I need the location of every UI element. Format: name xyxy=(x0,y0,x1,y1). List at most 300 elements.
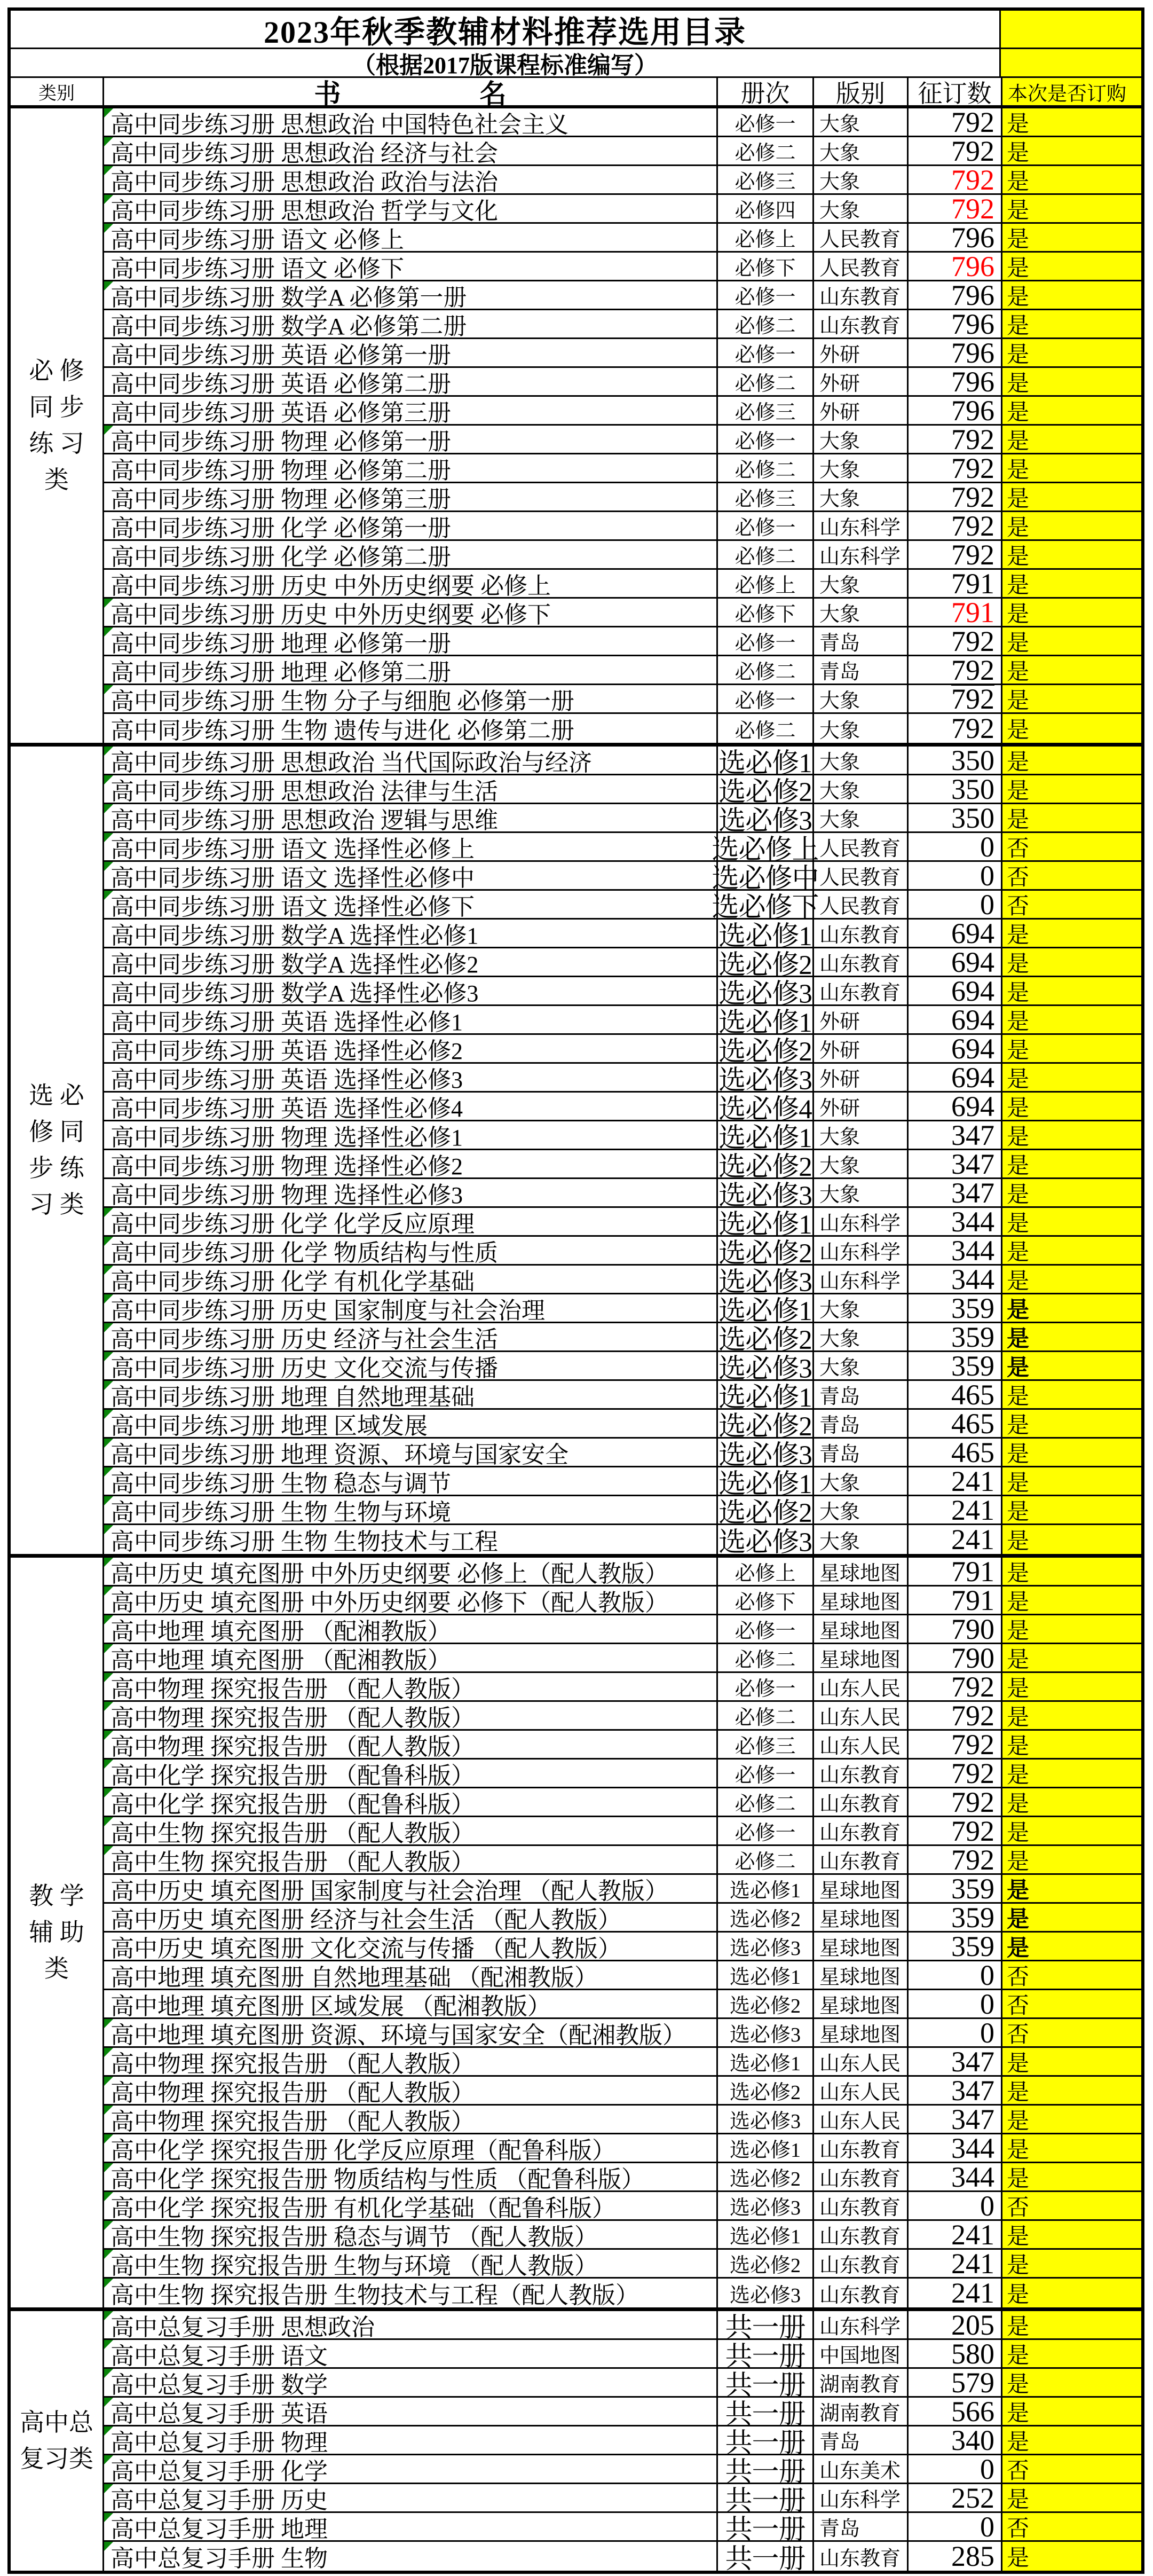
volume-cell[interactable]: 选必修3 xyxy=(718,977,814,1004)
quantity-cell[interactable]: 792 xyxy=(909,656,1002,684)
volume-cell[interactable]: 选必修1 xyxy=(718,1121,814,1149)
order-cell[interactable]: 是 xyxy=(1002,1933,1141,1960)
order-cell[interactable]: 是 xyxy=(1002,1093,1141,1120)
book-name-cell[interactable] xyxy=(104,1352,718,1379)
order-cell[interactable]: 是 xyxy=(1002,512,1141,539)
order-cell[interactable]: 是 xyxy=(1002,137,1141,164)
publisher-cell[interactable]: 星球地图 xyxy=(814,1990,909,2017)
book-name-cell[interactable] xyxy=(104,2163,718,2193)
order-cell[interactable]: 是 xyxy=(1002,1525,1141,1554)
book-name-cell[interactable] xyxy=(104,368,718,395)
order-cell[interactable]: 是 xyxy=(1002,541,1141,568)
volume-cell[interactable]: 选必修1 xyxy=(718,1208,814,1235)
publisher-cell[interactable]: 大象 xyxy=(814,1294,909,1322)
order-cell[interactable]: 是 xyxy=(1002,1237,1141,1264)
quantity-cell[interactable]: 796 xyxy=(909,253,1002,280)
book-name-cell[interactable] xyxy=(104,195,718,222)
volume-cell[interactable]: 选必修1 xyxy=(718,1006,814,1033)
order-cell[interactable]: 是 xyxy=(1002,1179,1141,1206)
order-cell[interactable]: 否 xyxy=(1002,1990,1141,2017)
order-cell[interactable]: 是 xyxy=(1002,2077,1141,2104)
header-category[interactable]: 类别 xyxy=(11,78,104,105)
volume-cell[interactable]: 必修三 xyxy=(718,166,814,193)
order-cell[interactable]: 是 xyxy=(1002,2106,1141,2133)
book-name-cell[interactable] xyxy=(104,1760,718,1787)
volume-cell[interactable]: 必修三 xyxy=(718,1731,814,1758)
volume-cell[interactable]: 必修一 xyxy=(718,426,814,453)
order-cell[interactable]: 是 xyxy=(1002,2250,1141,2277)
book-name-cell[interactable] xyxy=(104,2279,718,2307)
title-highlight-cell[interactable] xyxy=(1001,11,1141,48)
header-quantity[interactable]: 征订数 xyxy=(909,78,1002,105)
publisher-cell[interactable]: 山东教育 xyxy=(814,948,909,976)
quantity-cell[interactable]: 796 xyxy=(909,368,1002,395)
quantity-cell[interactable]: 694 xyxy=(909,1035,1002,1062)
order-cell[interactable]: 是 xyxy=(1002,1644,1141,1671)
order-cell[interactable]: 是 xyxy=(1002,1121,1141,1149)
publisher-cell[interactable]: 大象 xyxy=(814,1352,909,1379)
order-cell[interactable]: 是 xyxy=(1002,1558,1141,1585)
quantity-cell[interactable]: 465 xyxy=(909,1381,1002,1408)
volume-cell[interactable]: 选必修2 xyxy=(718,2250,814,2277)
order-cell[interactable]: 是 xyxy=(1002,253,1141,280)
publisher-cell[interactable]: 山东人民 xyxy=(814,2077,909,2104)
publisher-cell[interactable]: 山东教育 xyxy=(814,2279,909,2307)
quantity-cell[interactable]: 792 xyxy=(909,483,1002,511)
publisher-cell[interactable]: 大象 xyxy=(814,1179,909,1206)
volume-cell[interactable]: 必修一 xyxy=(718,1760,814,1787)
quantity-cell[interactable]: 241 xyxy=(909,2221,1002,2248)
book-name-cell[interactable] xyxy=(104,1558,718,1585)
order-cell[interactable]: 是 xyxy=(1002,166,1141,193)
volume-cell[interactable]: 必修二 xyxy=(718,1788,814,1816)
order-cell[interactable]: 是 xyxy=(1002,685,1141,712)
book-name-cell[interactable] xyxy=(104,862,718,889)
publisher-cell[interactable]: 山东教育 xyxy=(814,1760,909,1787)
volume-cell[interactable]: 选必修下 xyxy=(718,891,814,918)
quantity-cell[interactable]: 790 xyxy=(909,1644,1002,1671)
quantity-cell[interactable]: 694 xyxy=(909,1093,1002,1120)
quantity-cell[interactable]: 344 xyxy=(909,2163,1002,2190)
publisher-cell[interactable]: 大象 xyxy=(814,166,909,193)
order-cell[interactable]: 是 xyxy=(1002,310,1141,337)
volume-cell[interactable]: 选必修1 xyxy=(718,1294,814,1322)
volume-cell[interactable]: 共一册 xyxy=(718,2311,814,2338)
order-cell[interactable]: 否 xyxy=(1002,2513,1141,2540)
volume-cell[interactable]: 必修下 xyxy=(718,1587,814,1614)
header-volume[interactable]: 册次 xyxy=(718,78,814,105)
order-cell[interactable]: 是 xyxy=(1002,948,1141,976)
order-cell[interactable]: 是 xyxy=(1002,483,1141,511)
quantity-cell[interactable]: 792 xyxy=(909,1846,1002,1873)
order-cell[interactable]: 是 xyxy=(1002,368,1141,395)
volume-cell[interactable]: 选必修2 xyxy=(718,1904,814,1931)
book-name-cell[interactable] xyxy=(104,2426,718,2454)
quantity-cell[interactable]: 694 xyxy=(909,1006,1002,1033)
quantity-cell[interactable]: 792 xyxy=(909,195,1002,222)
volume-cell[interactable]: 选必修2 xyxy=(718,1410,814,1437)
quantity-cell[interactable]: 792 xyxy=(909,1673,1002,1700)
volume-cell[interactable]: 选必修3 xyxy=(718,2106,814,2133)
publisher-cell[interactable]: 山东教育 xyxy=(814,2250,909,2277)
volume-cell[interactable]: 选必修4 xyxy=(718,1093,814,1120)
order-cell[interactable]: 是 xyxy=(1002,108,1141,136)
order-cell[interactable]: 是 xyxy=(1002,1467,1141,1495)
publisher-cell[interactable]: 山东教育 xyxy=(814,977,909,1004)
publisher-cell[interactable]: 人民教育 xyxy=(814,253,909,280)
order-cell[interactable]: 是 xyxy=(1002,1381,1141,1408)
volume-cell[interactable]: 必修二 xyxy=(718,541,814,568)
publisher-cell[interactable]: 山东教育 xyxy=(814,1788,909,1816)
book-name-cell[interactable] xyxy=(104,1006,718,1033)
volume-cell[interactable]: 选必修3 xyxy=(718,1525,814,1554)
publisher-cell[interactable]: 人民教育 xyxy=(814,862,909,889)
volume-cell[interactable]: 必修一 xyxy=(718,281,814,309)
volume-cell[interactable]: 必修一 xyxy=(718,1615,814,1643)
order-cell[interactable]: 是 xyxy=(1002,2311,1141,2338)
volume-cell[interactable]: 共一册 xyxy=(718,2513,814,2540)
quantity-cell[interactable]: 792 xyxy=(909,627,1002,655)
quantity-cell[interactable]: 792 xyxy=(909,454,1002,482)
publisher-cell[interactable]: 星球地图 xyxy=(814,1961,909,1989)
publisher-cell[interactable]: 大象 xyxy=(814,1496,909,1523)
publisher-cell[interactable]: 中国地图 xyxy=(814,2340,909,2367)
publisher-cell[interactable]: 星球地图 xyxy=(814,1615,909,1643)
book-name-cell[interactable] xyxy=(104,920,718,947)
quantity-cell[interactable]: 0 xyxy=(909,1961,1002,1989)
quantity-cell[interactable]: 792 xyxy=(909,714,1002,743)
volume-cell[interactable]: 选必修3 xyxy=(718,1439,814,1466)
book-name-cell[interactable] xyxy=(104,1615,718,1643)
book-name-cell[interactable] xyxy=(104,137,718,167)
quantity-cell[interactable]: 796 xyxy=(909,397,1002,424)
book-name-cell[interactable] xyxy=(104,656,718,684)
book-name-cell[interactable] xyxy=(104,2340,718,2367)
publisher-cell[interactable]: 星球地图 xyxy=(814,1875,909,1902)
order-cell[interactable]: 是 xyxy=(1002,804,1141,831)
order-cell[interactable]: 是 xyxy=(1002,977,1141,1004)
volume-cell[interactable]: 必修二 xyxy=(718,1846,814,1873)
book-name-cell[interactable] xyxy=(104,685,718,712)
quantity-cell[interactable]: 792 xyxy=(909,1760,1002,1787)
book-name-cell[interactable] xyxy=(104,1644,718,1674)
volume-cell[interactable]: 选必修2 xyxy=(718,948,814,976)
quantity-cell[interactable]: 344 xyxy=(909,1208,1002,1235)
publisher-cell[interactable]: 大象 xyxy=(814,483,909,511)
book-name-cell[interactable] xyxy=(104,1875,718,1902)
order-cell[interactable]: 是 xyxy=(1002,1266,1141,1293)
book-name-cell[interactable] xyxy=(104,1323,718,1353)
publisher-cell[interactable]: 青岛 xyxy=(814,1381,909,1408)
publisher-cell[interactable]: 山东教育 xyxy=(814,1817,909,1844)
volume-cell[interactable]: 选必修1 xyxy=(718,2221,814,2248)
quantity-cell[interactable]: 347 xyxy=(909,2077,1002,2104)
volume-cell[interactable]: 选必修2 xyxy=(718,1150,814,1177)
order-cell[interactable]: 是 xyxy=(1002,1294,1141,1322)
book-name-cell[interactable] xyxy=(104,2250,718,2277)
order-cell[interactable]: 是 xyxy=(1002,1673,1141,1700)
quantity-cell[interactable]: 241 xyxy=(909,2279,1002,2307)
publisher-cell[interactable]: 大象 xyxy=(814,775,909,803)
order-cell[interactable]: 是 xyxy=(1002,2163,1141,2190)
order-cell[interactable]: 是 xyxy=(1002,1439,1141,1466)
order-cell[interactable]: 是 xyxy=(1002,599,1141,626)
quantity-cell[interactable]: 350 xyxy=(909,775,1002,803)
book-name-cell[interactable] xyxy=(104,166,718,193)
book-name-cell[interactable] xyxy=(104,2398,718,2425)
order-cell[interactable]: 是 xyxy=(1002,2369,1141,2396)
book-name-cell[interactable] xyxy=(104,253,718,280)
publisher-cell[interactable]: 山东教育 xyxy=(814,2542,909,2571)
header-book-name[interactable] xyxy=(104,78,718,109)
quantity-cell[interactable]: 0 xyxy=(909,833,1002,860)
publisher-cell[interactable]: 星球地图 xyxy=(814,1558,909,1585)
order-cell[interactable]: 是 xyxy=(1002,1702,1141,1729)
quantity-cell[interactable]: 359 xyxy=(909,1904,1002,1931)
book-name-cell[interactable] xyxy=(104,2134,718,2162)
order-cell[interactable]: 是 xyxy=(1002,2340,1141,2367)
book-name-cell[interactable] xyxy=(104,2048,718,2075)
book-name-cell[interactable] xyxy=(104,2106,718,2133)
volume-cell[interactable]: 共一册 xyxy=(718,2426,814,2454)
quantity-cell[interactable]: 285 xyxy=(909,2542,1002,2571)
book-name-cell[interactable] xyxy=(104,1587,718,1614)
quantity-cell[interactable]: 252 xyxy=(909,2484,1002,2511)
book-name-cell[interactable] xyxy=(104,1990,718,2020)
publisher-cell[interactable]: 青岛 xyxy=(814,1410,909,1437)
publisher-cell[interactable]: 山东科学 xyxy=(814,1266,909,1293)
publisher-cell[interactable]: 山东科学 xyxy=(814,2311,909,2338)
book-name-cell[interactable] xyxy=(104,1439,718,1466)
book-name-cell[interactable] xyxy=(104,2221,718,2248)
book-name-cell[interactable] xyxy=(104,627,718,655)
book-name-cell[interactable] xyxy=(104,833,718,860)
volume-cell[interactable]: 选必修2 xyxy=(718,775,814,803)
volume-cell[interactable]: 选必修2 xyxy=(718,1496,814,1523)
order-cell[interactable]: 是 xyxy=(1002,627,1141,655)
book-name-cell[interactable] xyxy=(104,1467,718,1495)
book-name-cell[interactable] xyxy=(104,948,718,976)
book-name-cell[interactable] xyxy=(104,281,718,309)
publisher-cell[interactable]: 大象 xyxy=(814,1121,909,1149)
quantity-cell[interactable]: 694 xyxy=(909,1064,1002,1091)
order-cell[interactable]: 是 xyxy=(1002,1006,1141,1033)
publisher-cell[interactable]: 外研 xyxy=(814,1093,909,1120)
book-name-cell[interactable] xyxy=(104,108,718,136)
order-cell[interactable]: 是 xyxy=(1002,775,1141,803)
quantity-cell[interactable]: 359 xyxy=(909,1352,1002,1379)
quantity-cell[interactable]: 0 xyxy=(909,1990,1002,2017)
order-cell[interactable]: 是 xyxy=(1002,195,1141,222)
quantity-cell[interactable]: 350 xyxy=(909,747,1002,774)
volume-cell[interactable]: 共一册 xyxy=(718,2398,814,2425)
quantity-cell[interactable]: 347 xyxy=(909,1179,1002,1206)
publisher-cell[interactable]: 大象 xyxy=(814,454,909,482)
publisher-cell[interactable]: 山东科学 xyxy=(814,1208,909,1235)
volume-cell[interactable]: 必修上 xyxy=(718,1558,814,1585)
quantity-cell[interactable]: 792 xyxy=(909,685,1002,712)
volume-cell[interactable]: 必修上 xyxy=(718,570,814,597)
book-name-cell[interactable] xyxy=(104,1846,718,1873)
publisher-cell[interactable]: 大象 xyxy=(814,108,909,136)
volume-cell[interactable]: 选必修2 xyxy=(718,1990,814,2017)
publisher-cell[interactable]: 外研 xyxy=(814,339,909,366)
publisher-cell[interactable]: 人民教育 xyxy=(814,891,909,918)
quantity-cell[interactable]: 205 xyxy=(909,2311,1002,2338)
book-name-cell[interactable] xyxy=(104,1817,718,1847)
publisher-cell[interactable]: 外研 xyxy=(814,1006,909,1033)
publisher-cell[interactable]: 外研 xyxy=(814,1064,909,1091)
volume-cell[interactable]: 必修一 xyxy=(718,512,814,539)
order-cell[interactable]: 是 xyxy=(1002,1410,1141,1437)
volume-cell[interactable]: 必修一 xyxy=(718,1673,814,1700)
volume-cell[interactable]: 共一册 xyxy=(718,2340,814,2367)
book-name-cell[interactable] xyxy=(104,397,718,424)
book-name-cell[interactable] xyxy=(104,1266,718,1293)
book-name-cell[interactable] xyxy=(104,2077,718,2104)
quantity-cell[interactable]: 465 xyxy=(909,1410,1002,1437)
volume-cell[interactable]: 选必修1 xyxy=(718,747,814,774)
book-name-cell[interactable] xyxy=(104,1179,718,1206)
volume-cell[interactable]: 选必修3 xyxy=(718,804,814,831)
order-cell[interactable]: 是 xyxy=(1002,1760,1141,1787)
category-cell[interactable] xyxy=(11,2311,104,2571)
quantity-cell[interactable]: 790 xyxy=(909,1615,1002,1643)
volume-cell[interactable]: 选必修1 xyxy=(718,2134,814,2162)
quantity-cell[interactable]: 694 xyxy=(909,920,1002,947)
volume-cell[interactable]: 选必修1 xyxy=(718,1381,814,1408)
book-name-cell[interactable] xyxy=(104,977,718,1007)
page-subtitle[interactable]: （根据2017版课程标准编写） xyxy=(11,49,1001,76)
page-title[interactable]: 2023年秋季教辅材料推荐选用目录 xyxy=(11,11,1001,48)
quantity-cell[interactable]: 347 xyxy=(909,2106,1002,2133)
quantity-cell[interactable]: 465 xyxy=(909,1439,1002,1466)
volume-cell[interactable]: 选必修2 xyxy=(718,1323,814,1350)
quantity-cell[interactable]: 0 xyxy=(909,2019,1002,2046)
volume-cell[interactable]: 必修上 xyxy=(718,224,814,251)
publisher-cell[interactable]: 星球地图 xyxy=(814,1587,909,1614)
header-edition[interactable]: 版别 xyxy=(814,78,909,105)
volume-cell[interactable]: 共一册 xyxy=(718,2542,814,2571)
quantity-cell[interactable]: 791 xyxy=(909,1587,1002,1614)
volume-cell[interactable]: 选必修1 xyxy=(718,920,814,947)
publisher-cell[interactable]: 人民教育 xyxy=(814,833,909,860)
order-cell[interactable]: 否 xyxy=(1002,833,1141,860)
book-name-cell[interactable] xyxy=(104,1150,718,1180)
order-cell[interactable]: 是 xyxy=(1002,2426,1141,2454)
order-cell[interactable]: 是 xyxy=(1002,1875,1141,1902)
book-name-cell[interactable] xyxy=(104,570,718,597)
volume-cell[interactable]: 选必修2 xyxy=(718,2163,814,2190)
book-name-cell[interactable] xyxy=(104,1208,718,1235)
volume-cell[interactable]: 选必修1 xyxy=(718,1961,814,1989)
publisher-cell[interactable]: 山东美术 xyxy=(814,2455,909,2483)
publisher-cell[interactable]: 大象 xyxy=(814,685,909,712)
publisher-cell[interactable]: 山东人民 xyxy=(814,1673,909,1700)
order-cell[interactable]: 是 xyxy=(1002,1496,1141,1523)
book-name-cell[interactable] xyxy=(104,483,718,511)
quantity-cell[interactable]: 359 xyxy=(909,1323,1002,1350)
quantity-cell[interactable]: 792 xyxy=(909,108,1002,136)
order-cell[interactable]: 是 xyxy=(1002,1323,1141,1350)
quantity-cell[interactable]: 241 xyxy=(909,2250,1002,2277)
publisher-cell[interactable]: 山东科学 xyxy=(814,1237,909,1264)
volume-cell[interactable]: 必修三 xyxy=(718,483,814,511)
book-name-cell[interactable] xyxy=(104,747,718,774)
order-cell[interactable]: 是 xyxy=(1002,1817,1141,1844)
volume-cell[interactable]: 必修一 xyxy=(718,1817,814,1844)
quantity-cell[interactable]: 579 xyxy=(909,2369,1002,2396)
book-name-cell[interactable] xyxy=(104,2455,718,2483)
quantity-cell[interactable]: 344 xyxy=(909,1266,1002,1293)
category-cell[interactable] xyxy=(11,1558,104,2307)
publisher-cell[interactable]: 大象 xyxy=(814,1150,909,1177)
quantity-cell[interactable]: 344 xyxy=(909,1237,1002,1264)
publisher-cell[interactable]: 大象 xyxy=(814,1467,909,1495)
publisher-cell[interactable]: 青岛 xyxy=(814,2426,909,2454)
volume-cell[interactable]: 必修一 xyxy=(718,108,814,136)
volume-cell[interactable]: 必修二 xyxy=(718,368,814,395)
publisher-cell[interactable]: 大象 xyxy=(814,1323,909,1350)
volume-cell[interactable]: 必修二 xyxy=(718,1702,814,1729)
order-cell[interactable]: 是 xyxy=(1002,1731,1141,1758)
publisher-cell[interactable]: 大象 xyxy=(814,426,909,453)
quantity-cell[interactable]: 0 xyxy=(909,2513,1002,2540)
book-name-cell[interactable] xyxy=(104,512,718,539)
quantity-cell[interactable]: 241 xyxy=(909,1525,1002,1554)
book-name-cell[interactable] xyxy=(104,1788,718,1816)
book-name-cell[interactable] xyxy=(104,599,718,626)
book-name-cell[interactable] xyxy=(104,2192,718,2219)
order-cell[interactable]: 是 xyxy=(1002,2398,1141,2425)
order-cell[interactable]: 否 xyxy=(1002,1961,1141,1989)
order-cell[interactable]: 是 xyxy=(1002,2048,1141,2075)
order-cell[interactable]: 是 xyxy=(1002,747,1141,774)
order-cell[interactable]: 是 xyxy=(1002,2542,1141,2571)
book-name-cell[interactable] xyxy=(104,1933,718,1960)
quantity-cell[interactable]: 0 xyxy=(909,862,1002,889)
quantity-cell[interactable]: 344 xyxy=(909,2134,1002,2162)
category-cell[interactable] xyxy=(11,747,104,1554)
book-name-cell[interactable] xyxy=(104,1904,718,1931)
order-cell[interactable]: 是 xyxy=(1002,1208,1141,1235)
quantity-cell[interactable]: 359 xyxy=(909,1875,1002,1902)
publisher-cell[interactable]: 大象 xyxy=(814,137,909,164)
book-name-cell[interactable] xyxy=(104,1961,718,1989)
order-cell[interactable]: 是 xyxy=(1002,570,1141,597)
book-name-cell[interactable] xyxy=(104,2542,718,2571)
quantity-cell[interactable]: 791 xyxy=(909,599,1002,626)
publisher-cell[interactable]: 青岛 xyxy=(814,656,909,684)
quantity-cell[interactable]: 0 xyxy=(909,2192,1002,2219)
volume-cell[interactable]: 选必修3 xyxy=(718,2019,814,2046)
order-cell[interactable]: 是 xyxy=(1002,2221,1141,2248)
quantity-cell[interactable]: 580 xyxy=(909,2340,1002,2367)
quantity-cell[interactable]: 791 xyxy=(909,570,1002,597)
quantity-cell[interactable]: 694 xyxy=(909,977,1002,1004)
quantity-cell[interactable]: 0 xyxy=(909,2455,1002,2483)
header-order[interactable]: 本次是否订购 xyxy=(1002,78,1141,105)
publisher-cell[interactable]: 青岛 xyxy=(814,1439,909,1466)
publisher-cell[interactable]: 湖南教育 xyxy=(814,2398,909,2425)
quantity-cell[interactable]: 792 xyxy=(909,512,1002,539)
publisher-cell[interactable]: 青岛 xyxy=(814,2513,909,2540)
order-cell[interactable]: 是 xyxy=(1002,1904,1141,1931)
publisher-cell[interactable]: 人民教育 xyxy=(814,224,909,251)
quantity-cell[interactable]: 792 xyxy=(909,1788,1002,1816)
volume-cell[interactable]: 选必修2 xyxy=(718,1237,814,1264)
quantity-cell[interactable]: 792 xyxy=(909,1702,1002,1729)
